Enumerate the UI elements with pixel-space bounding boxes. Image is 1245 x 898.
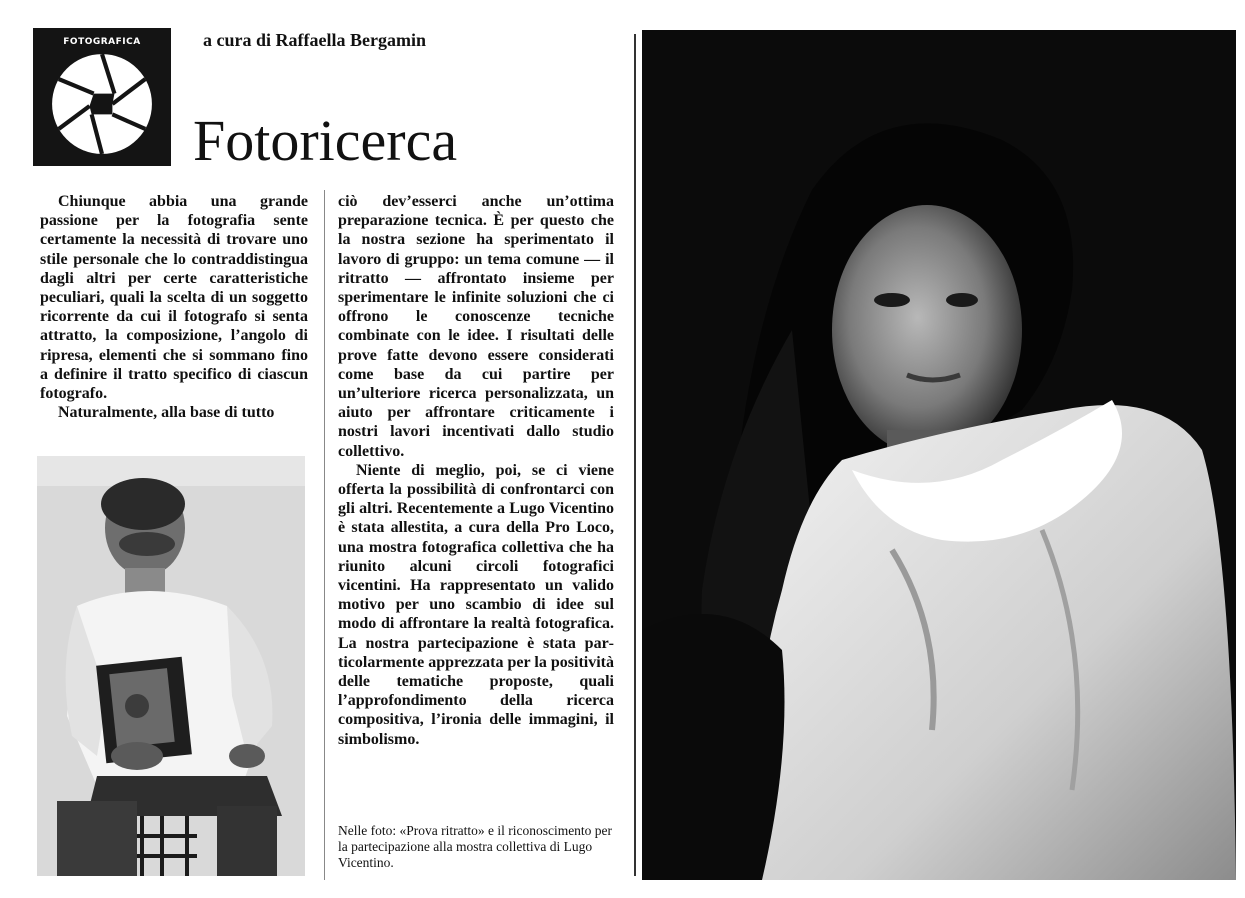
photo-caption — [338, 823, 614, 871]
article-column-2 — [338, 192, 614, 749]
caption-text: Nelle foto: «Prova ritratto» e il riconoscimento per la partecipazione alla mostra collettiva di Lugo Vicentino. — [338, 823, 613, 870]
young-woman-portrait-photo — [642, 30, 1236, 880]
article-paragraph: Niente di meglio, poi, se ci viene offerta la possibilità di confrontarci con gli altri. Recentemente a Lugo Vicentino è stata allestita, a cura della Pro Loco, una mostra fotografica collettiva che ha riunito alcuni circoli fotografici vicentini. Ha rappresentato un valido motivo per uno scambio di idee sul modo di affrontare la realtà fotografica. La nostra partecipazione è stata particolarmente apprezzata per la positività delle tematiche proposte, quali l’approfondimento della ricerca compositiva, l’ironia delle immagini, il simbolismo. — [338, 461, 614, 748]
byline: a cura di Raffaella Bergamin — [203, 30, 426, 50]
section-logo — [33, 28, 171, 166]
camera-aperture-icon — [50, 52, 154, 156]
page-title: Fotoricerca — [193, 108, 458, 173]
article-paragraph: Naturalmente, alla base di tutto — [58, 404, 275, 422]
article-paragraph: Chiunque abbia una grande passione per la fotografia sente certamente la necessità di trovare uno stile personale che lo contraddistingua dagli altri per certe caratteristiche peculiari, quali la scelta di un soggetto ricorrente da cui il fotografo si senta attratto, la composizione, l’angolo di ripresa, elementi che si sommano fino a definire il tratto specifico di ciascun fotografo. — [40, 193, 308, 403]
article-paragraph: ciò dev’esserci anche un’ottima preparazione tecnica. È per questo che la nostra sezione ha sperimentato il lavoro di gruppo: un tema comune — il ritratto — affrontato insieme per sperimentare le infinite soluzioni che ci offrono le conoscenze tecniche combinate con le idee. I risultati delle prove fatte devono essere considerati come base da cui partire per un’ulteriore ricerca personalizzata, un aiuto per affrontare criticamente i nostri lavori incentivati dallo studio collettivo. — [338, 193, 614, 460]
man-holding-award-photo — [37, 456, 305, 876]
column-divider — [324, 190, 325, 880]
vertical-rule — [634, 34, 636, 876]
article-column-1 — [40, 192, 308, 422]
logo-label: FOTOGRAFICA — [63, 37, 141, 47]
